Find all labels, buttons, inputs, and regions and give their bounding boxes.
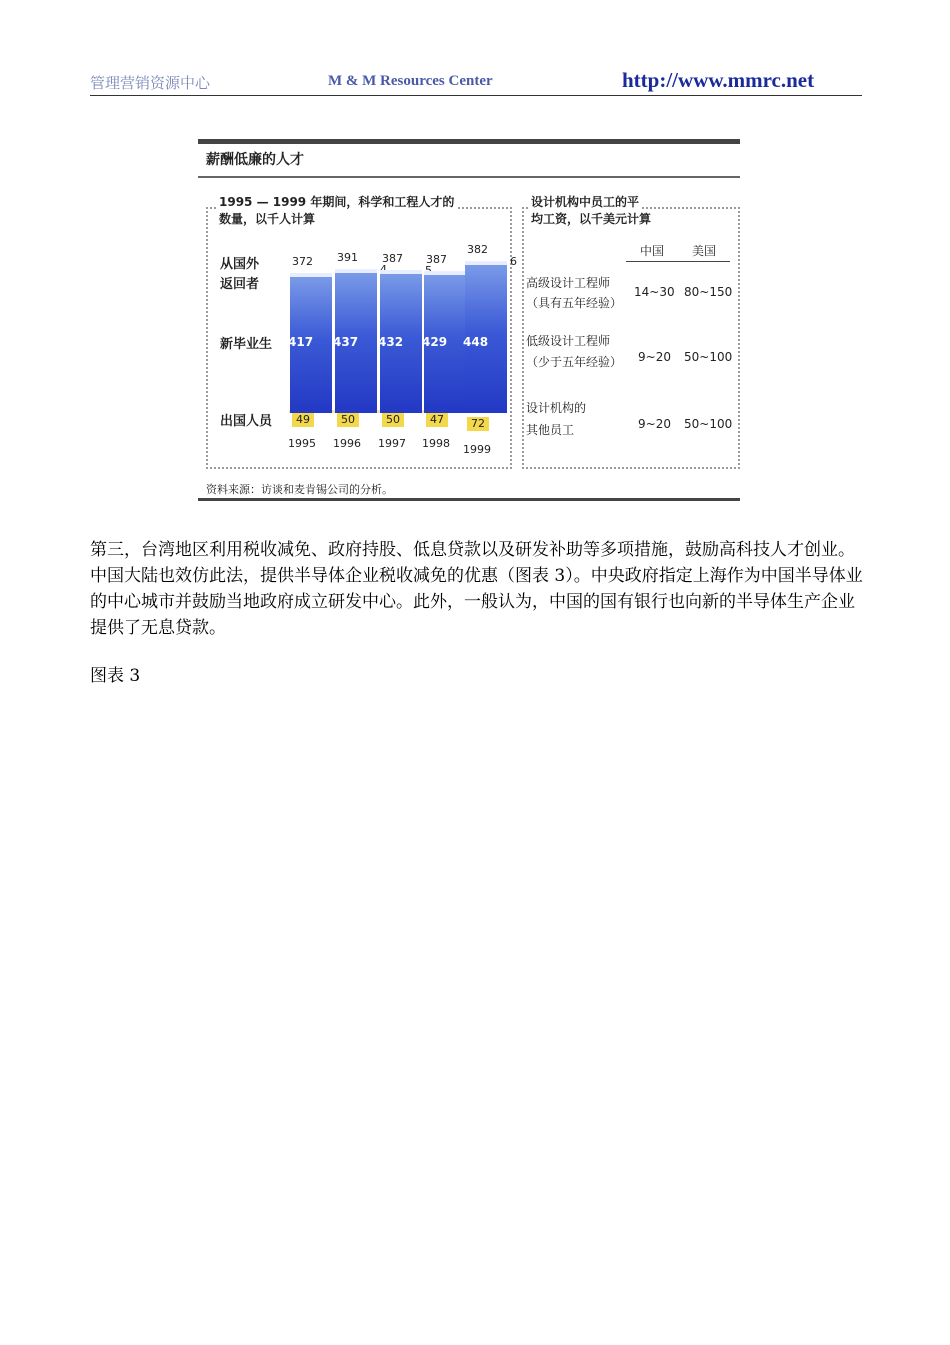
bar-emigrant-label: 72 — [467, 417, 489, 431]
bar-emigrant-label: 50 — [337, 413, 359, 427]
bar-graduate-label: 417 — [288, 335, 314, 349]
x-tick-label: 1997 — [378, 437, 406, 450]
col-header-usa: 美国 — [692, 244, 717, 258]
figure-title: 薪酬低廉的人才 — [206, 152, 304, 168]
table-row-label: 低级设计工程师 — [526, 334, 611, 348]
bar-graduate-label: 429 — [422, 335, 448, 349]
row-label-returnees-2: 返回者 — [220, 277, 260, 292]
bar-emigrant-label: 50 — [382, 413, 404, 427]
table-cell-usa: 50~100 — [684, 350, 733, 364]
header-center-title: M & M Resources Center — [328, 73, 493, 89]
bar-emigrant-label: 47 — [426, 413, 448, 427]
table-cell-china: 9~20 — [638, 350, 671, 364]
header-left-title: 管理营销资源中心 — [90, 74, 211, 92]
left-panel-heading-2: 数量，以千人计算 — [216, 211, 318, 227]
figure-title-rule — [198, 176, 740, 178]
figure-bottom-rule — [198, 498, 740, 501]
header-url-link[interactable]: http://www.mmrc.net — [622, 68, 815, 92]
x-tick-label: 1996 — [333, 437, 361, 450]
bar-total-label: 387 — [382, 252, 403, 266]
row-label-graduates: 新毕业生 — [220, 337, 273, 352]
bar-total-label: 391 — [337, 251, 358, 265]
x-tick-label: 1995 — [288, 437, 316, 450]
talent-figure — [198, 139, 740, 501]
bar-total-label: 372 — [292, 255, 313, 269]
table-cell-usa: 50~100 — [684, 417, 733, 431]
x-tick-label: 1999 — [463, 443, 491, 456]
table-row-label: 高级设计工程师 — [526, 276, 611, 290]
right-panel-heading-1: 设计机构中员工的平 — [528, 194, 642, 210]
right-panel-heading-2: 均工资，以千美元计算 — [528, 211, 654, 227]
bar-total-label: 387 — [426, 252, 447, 266]
table-row-label: （具有五年经验） — [526, 296, 623, 310]
bar-graduate-label: 432 — [378, 335, 404, 349]
bar-graduate-label: 448 — [463, 335, 489, 349]
figure-source: 资料来源：访谈和麦肯锡公司的分析。 — [206, 483, 393, 496]
table-row-label: 其他员工 — [526, 423, 575, 437]
table-row-label: 设计机构的 — [526, 401, 587, 415]
figure-3-label: 图表 3 — [90, 666, 141, 686]
figure-top-rule — [198, 139, 740, 144]
table-row-label: （少于五年经验） — [526, 355, 623, 369]
body-paragraph: 第三，台湾地区利用税收减免、政府持股、低息贷款以及研发补助等多项措施，鼓励高科技人才创业。中国大陆也效仿此法，提供半导体企业税收减免的优惠（图表 3）。中央政府指定上海作为中国半导体业的中心城市并鼓励当地政府成立研发中心。此外，一般认为，中国的国有银行也向新的半导体生产企业提供了无息贷款。 — [90, 540, 863, 638]
bar-total-label: 382 — [467, 243, 488, 256]
table-header-rule — [626, 261, 730, 262]
bar-emigrant-label: 49 — [292, 413, 314, 427]
row-label-emigrants: 出国人员 — [220, 414, 273, 429]
bar-graduate-label: 437 — [333, 335, 359, 349]
bar-returnee-label: 6 — [510, 255, 517, 268]
table-cell-china: 9~20 — [638, 417, 671, 431]
table-cell-usa: 80~150 — [684, 285, 733, 299]
header-divider — [90, 95, 862, 96]
x-tick-label: 1998 — [422, 437, 450, 450]
left-panel-heading-1: 1995 — 1999 年期间，科学和工程人才的 — [216, 194, 457, 210]
col-header-china: 中国 — [640, 244, 665, 258]
row-label-returnees-1: 从国外 — [220, 257, 260, 272]
table-cell-china: 14~30 — [634, 285, 675, 299]
